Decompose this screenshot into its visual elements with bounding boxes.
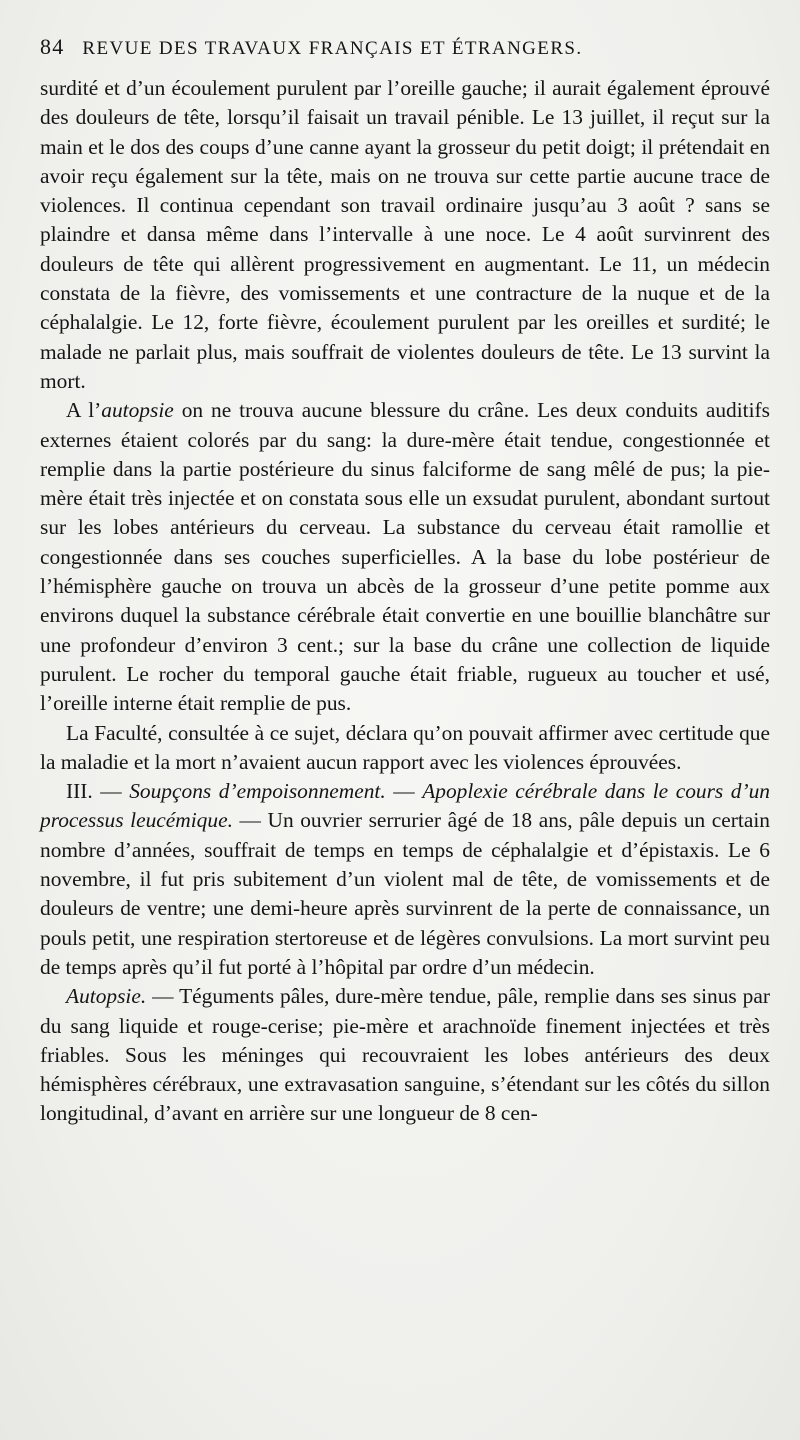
text-rest: on ne trouva aucune blessure du crâne. Les deux conduits auditifs externes étaient colorés par du sang: la dure-mère était tendue, congestionnée et remplie dans la partie postérieure du sinus falciforme de sang mêlé de pus; la pie-mère était très injectée et on constata sous elle un exsudat purulent, abondant surtout sur les lobes antérieurs du cerveau. La substance du cerveau était ramollie et congestionnée dans ses couches superficielles. A la base du lobe postérieur de l’hémisphère gauche on trouva un abcès de la grosseur d’une petite pomme aux environs duquel la substance cérébrale était convertie en une bouillie blanchâtre sur une profondeur d’environ 3 cent.; sur la base du crâne une collection de liquide purulent. Le rocher du temporal gauche était friable, rugueux au toucher et usé, l’oreille interne était remplie de pus. [40,398,770,716]
running-title: REVUE DES TRAVAUX FRANÇAIS ET ÉTRANGERS. [82,38,583,59]
section-numeral: III. — [66,779,130,804]
title-separator: — [385,779,423,804]
body-text [40,74,770,1129]
paragraph-autopsy-second-case [40,982,770,1128]
page-header [40,34,770,74]
section-subtitle: Apoplexie cérébrale dans le cours d’un processus leucémique. [40,779,771,833]
text-rest: — Téguments pâles, dure-mère tendue, pâle, remplie dans ses sinus par du sang liquide et rouge-cerise; pie-mère et arachnoïde finement injectées et très friables. Sous les méninges qui recouvraient les lobes antérieurs des deux hémisphères cérébraux, une extravasation sanguine, s’étendant sur les côtés du sillon longitudinal, d’avant en arrière sur une longueur de 8 cen- [40,984,770,1126]
page-number: 84 [40,34,65,59]
paragraph-faculty-conclusion: La Faculté, consultée à ce sujet, déclara qu’on pouvait affirmer avec certitude que la maladie et la mort n’avaient aucun rapport avec les violences éprouvées. [40,720,770,774]
italic-autopsie: autopsie [101,398,174,423]
text-rest: — Un ouvrier serrurier âgé de 18 ans, pâle depuis un certain nombre d’années, souffrait de temps en temps de céphalalgie et d’épistaxis. Le 6 novembre, il fut pris subitement d’un violent mal de tête, de vomissements et de douleurs de ventre; une demi-heure après survinrent de la perte de connaissance, un pouls petit, une respiration stertoreuse et de légères convulsions. La mort survint peu de temps après qu’il fut porté à l’hôpital par ordre d’un médecin. [40,808,770,979]
section-title: Soupçons d’empoisonnement. [129,779,386,804]
paragraph-autopsy-first-case [40,396,770,718]
italic-autopsie-heading: Autopsie. [66,984,147,1009]
paragraph-case-three [40,777,770,982]
paragraph-case-continuation: surdité et d’un écoulement purulent par l’oreille gauche; il aurait également éprouvé des douleurs de tête, lorsqu’il faisait un travail pénible. Le 13 juillet, il reçut sur la main et le dos des coups d’une canne ayant la grosseur du petit doigt; il prétendait en avoir reçu également sur la tête, mais on ne trouva sur cette partie aucune trace de violences. Il continua cependant son travail ordinaire jusqu’au 3 août ? sans se plaindre et dansa même dans l’intervalle à une noce. Le 4 août survinrent des douleurs de tête qui allèrent progressivement en augmentant. Le 11, un médecin constata de la fièvre, des vomissements et une contracture de la nuque et de la céphalalgie. Le 12, forte fièvre, écoulement purulent par les oreilles et surdité; le malade ne parlait plus, mais souffrait de violentes douleurs de tête. Le 13 survint la mort. [40,76,770,393]
text-lead: A l’ [66,398,102,423]
